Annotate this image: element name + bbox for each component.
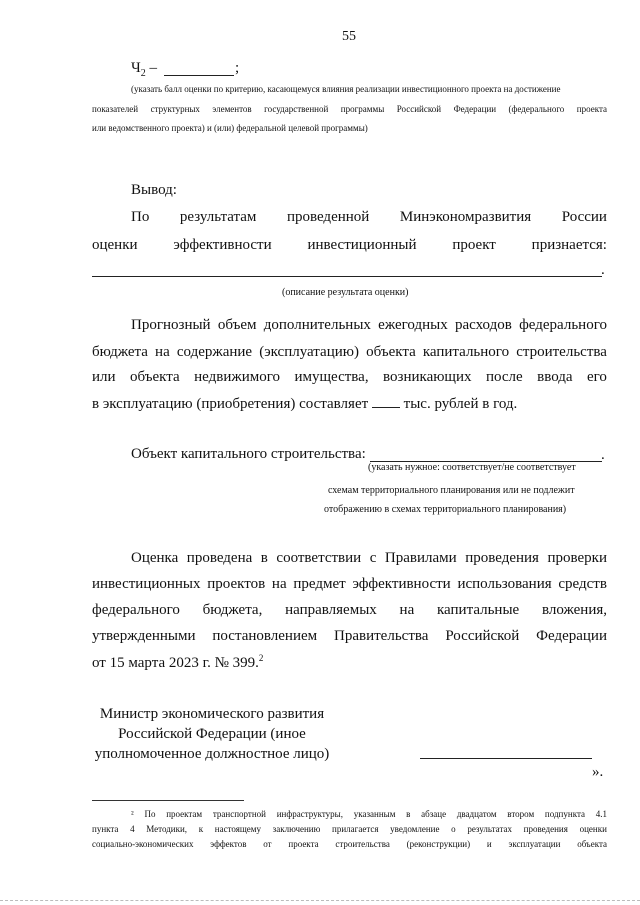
assessment-line-4: утвержденными постановлением Правительства Российской Федерации <box>92 628 607 644</box>
conclusion-caption: (описание результата оценки) <box>282 287 409 298</box>
signature-end-quote: ». <box>592 764 604 780</box>
footnote-line-2: пункта 4 Методики, к настоящему заключению прилагается уведомление о результатах проведения оценки <box>92 824 607 834</box>
footnote-separator <box>92 800 244 801</box>
ch2-note-line-3: или ведомственного проекта) и (или) федеральной целевой программы) <box>92 123 368 133</box>
ch2-note-line-2: показателей структурных элементов государственной программы Российской Федерации (федерального проекта <box>92 104 607 114</box>
forecast-line-4: в эксплуатацию (приобретения) составляет тыс. рублей в год. <box>92 396 518 412</box>
forecast-line-1: Прогнозный объем дополнительных ежегодных расходов федерального <box>131 317 607 333</box>
ch2-blank-line <box>164 75 234 76</box>
object-end-dot: . <box>601 447 605 463</box>
footnote-line-3: социально-экономических эффектов от проекта строительства (реконструкции) и эксплуатации объекта <box>92 839 607 849</box>
page-bottom-edge <box>0 900 640 901</box>
conclusion-line-2: оценки эффективности инвестиционный проект признается: <box>92 237 607 253</box>
object-note-line-1: (указать нужное: соответствует/не соответствует <box>368 462 576 473</box>
object-label: Объект капитального строительства: <box>131 446 366 462</box>
conclusion-result-line <box>92 276 602 277</box>
conclusion-line-1: По результатам проведенной Минэкономразвития России <box>131 209 607 225</box>
footnote-line-1: ² По проектам транспортной инфраструктуры, указанным в абзаце двадцатом втором подпункта 4.1 <box>131 809 607 819</box>
assessment-line-1: Оценка проведена в соответствии с Правилами проведения проверки <box>131 550 607 566</box>
conclusion-end-dot: . <box>601 262 605 278</box>
ch2-semicolon: ; <box>235 60 240 76</box>
assessment-line-2: инвестиционных проектов на предмет эффективности использования средств <box>92 576 607 592</box>
object-note-line-2: схемам территориального планирования или не подлежит <box>328 485 575 496</box>
conclusion-heading: Вывод: <box>131 182 177 198</box>
assessment-line-5: от 15 марта 2023 г. № 399.$^2$ <box>92 653 264 671</box>
forecast-line-2: бюджета на содержание (эксплуатацию) объекта капитального строительства <box>92 344 607 360</box>
object-note-line-3: отображению в схемах территориального планирования) <box>324 504 567 515</box>
signature-title: Министр экономического развития Российской Федерации (иное уполномоченное должностное лицо) <box>94 706 330 762</box>
page-number: 55 <box>342 29 356 44</box>
forecast-line-3: или объекта недвижимого имущества, возникающих после ввода его <box>92 369 607 385</box>
assessment-line-3: федерального бюджета, направляемых на капитальные вложения, <box>92 602 607 618</box>
ch2-note-line-1: (указать балл оценки по критерию, касающемуся влияния реализации инвестиционного проекта на достижение <box>131 84 561 94</box>
signature-line <box>420 758 592 759</box>
ch2-label: $Ч_2$ – <box>131 60 157 79</box>
